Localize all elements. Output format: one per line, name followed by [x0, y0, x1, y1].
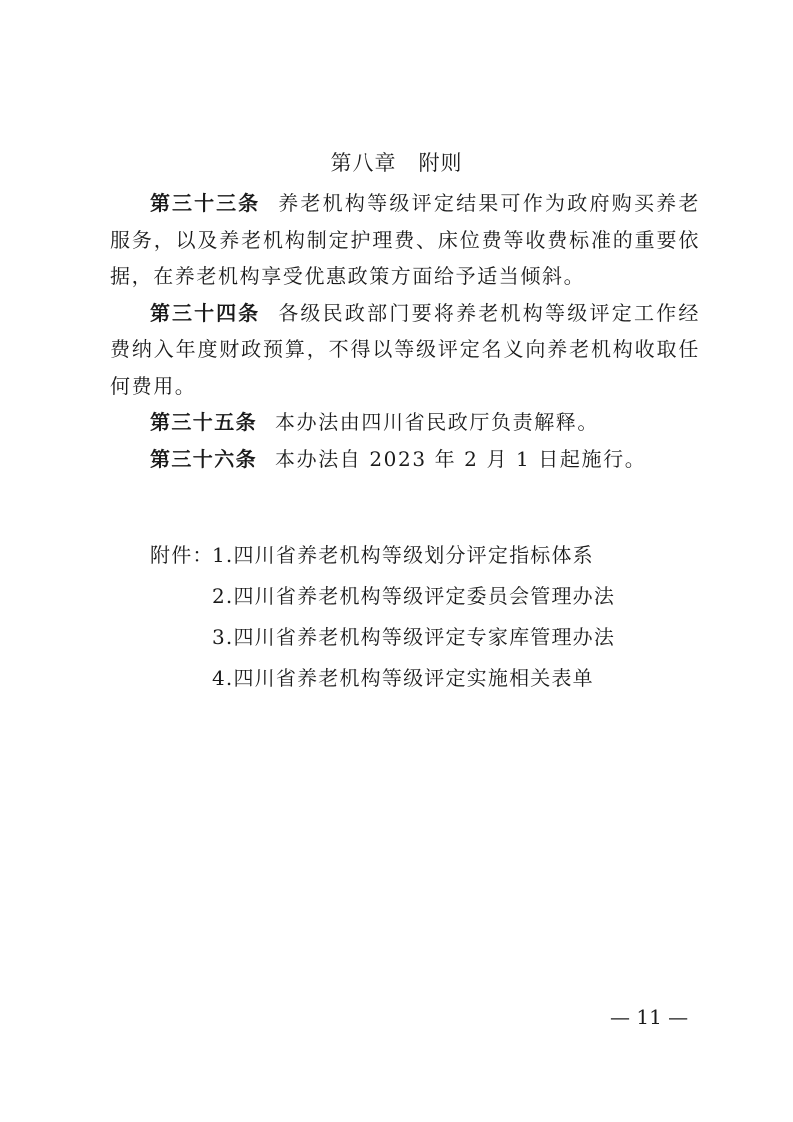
attachment-item: 2.四川省养老机构等级评定委员会管理办法 — [212, 584, 616, 608]
list-item — [150, 576, 615, 617]
article-number: 第三十四条 — [150, 300, 261, 325]
attachments-label: 附件： — [150, 543, 214, 567]
article-text: 各级民政部门要将养老机构等级评定工作经费纳入年度财政预算，不得以等级评定名义向养老机构收取任何费用。 — [110, 300, 701, 398]
article-text: 本办法由四川省民政厅负责解释。 — [275, 410, 599, 434]
page-number: — 11 — — [610, 1005, 689, 1029]
article-36 — [110, 441, 700, 478]
article-text: 养老机构等级评定结果可作为政府购买养老服务，以及养老机构制定护理费、床位费等收费标准的重要依据，在养老机构享受优惠政策方面给予适当倾斜。 — [110, 191, 701, 288]
article-35 — [110, 404, 700, 441]
attachment-item: 3.四川省养老机构等级评定专家库管理办法 — [212, 625, 616, 649]
attachments-list — [150, 535, 615, 699]
attachment-item: 4.四川省养老机构等级评定实施相关表单 — [212, 666, 594, 690]
article-number: 第三十六条 — [150, 446, 257, 471]
articles-section — [110, 185, 700, 477]
article-number: 第三十三条 — [150, 191, 261, 215]
article-text: 本办法自 2023 年 2 月 1 日起施行。 — [275, 446, 647, 471]
attachment-item: 1.四川省养老机构等级划分评定指标体系 — [212, 543, 594, 567]
list-item — [150, 535, 615, 576]
list-item — [150, 658, 615, 699]
list-item — [150, 617, 615, 658]
article-number: 第三十五条 — [150, 410, 257, 434]
chapter-title: 第八章 附则 — [330, 151, 463, 175]
article-33 — [110, 185, 700, 295]
article-34 — [110, 295, 700, 405]
